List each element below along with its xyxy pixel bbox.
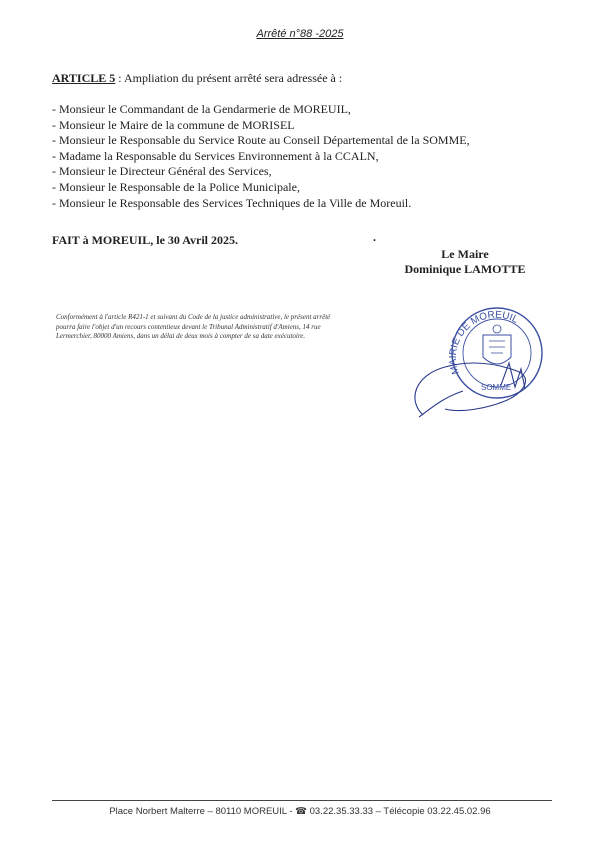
article-label: ARTICLE 5: [52, 71, 116, 85]
stamp-bottom-text: SOMME: [481, 383, 512, 392]
stray-dot: .: [373, 230, 376, 244]
signing-place-date: FAIT à MOREUIL, le 30 Avril 2025.: [52, 233, 238, 247]
footer-contact: Place Norbert Malterre – 80110 MOREUIL - ☎ 03.22.35.33.33 – Télécopie 03.22.45.02.96: [109, 806, 491, 817]
mairie-stamp-seal: [405, 305, 555, 425]
list-item: - Monsieur le Responsable de la Police Municipale,: [52, 179, 300, 194]
list-item: - Monsieur le Directeur Général des Services,: [52, 164, 272, 179]
article-heading: [52, 71, 342, 86]
list-item: - Monsieur le Responsable des Services Techniques de la Ville de Moreuil.: [52, 195, 412, 210]
signatory-title: Le Maire: [441, 247, 489, 261]
footer-divider: [52, 800, 552, 801]
signatory-name: Dominique LAMOTTE: [404, 262, 526, 276]
recipient-list: [52, 102, 470, 211]
list-item: - Monsieur le Maire de la commune de MORISEL: [52, 117, 295, 132]
legal-notice: Conformément à l'article R421-1 et suivant du Code de la justice administrative, le présent arrêté pourra faire l'objet d'un recours contentieux devant le Tribunal Administratif d'Amiens, 14 rue Lermerchier, 80000 Amiens, dans un délai de deux mois à compter de sa date exécutoire.: [56, 313, 331, 340]
stamp-ring-text: MAIRIE DE MOREUIL: [447, 309, 520, 376]
list-item: - Monsieur le Commandant de la Gendarmerie de MOREUIL,: [52, 102, 351, 116]
list-item: - Monsieur le Responsable du Service Route au Conseil Départemental de la SOMME,: [52, 133, 470, 148]
decree-number: Arrêté n°88 -2025: [256, 28, 344, 40]
article-text: : Ampliation du présent arrêté sera adressée à :: [115, 71, 343, 85]
list-item: - Madame la Responsable du Services Environnement à la CCALN,: [52, 148, 379, 163]
